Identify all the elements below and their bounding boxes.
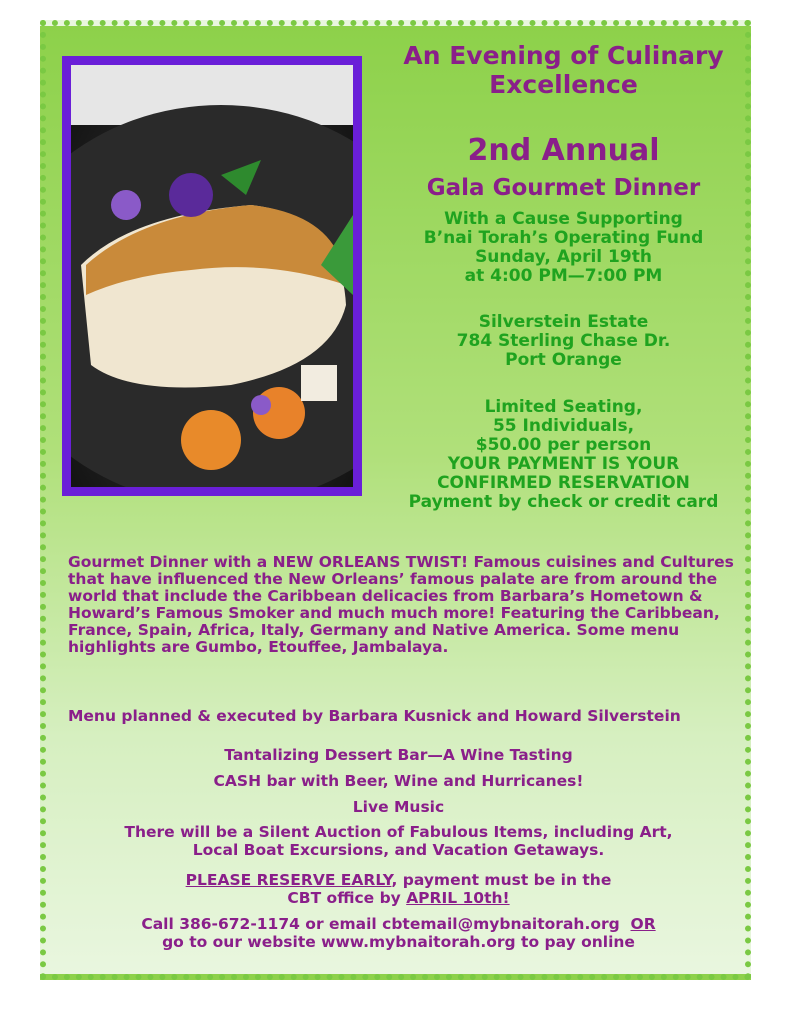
seating-line-1: Limited Seating,: [484, 397, 643, 417]
seating-block: [366, 398, 751, 512]
venue-block: [366, 313, 751, 370]
venue-street: 784 Sterling Chase Dr.: [456, 331, 671, 351]
reserve-block: [46, 871, 751, 907]
deadline: APRIL 10th!: [406, 889, 510, 907]
ticket-price: $50.00 per person: [475, 435, 652, 455]
event-date: Sunday, April 19th: [475, 247, 652, 267]
bar-line: CASH bar with Beer, Wine and Hurricanes!: [213, 772, 584, 790]
food-photo: [71, 65, 353, 487]
title-line-1: An Evening of Culinary: [403, 41, 724, 70]
or-text: OR: [630, 915, 656, 933]
dessert-line: Tantalizing Dessert Bar—A Wine Tasting: [224, 746, 573, 764]
auction-block: [46, 823, 751, 859]
event-title: [366, 41, 751, 99]
auction-line-1: There will be a Silent Auction of Fabulous Items, including Art,: [124, 823, 673, 841]
office-text: CBT office by: [287, 889, 407, 907]
event-subtitle: Gala Gourmet Dinner: [426, 175, 701, 201]
cause-line-2: B’nai Torah’s Operating Fund: [423, 228, 704, 248]
seating-line-2: 55 Individuals,: [492, 416, 635, 436]
venue-name: Silverstein Estate: [478, 312, 649, 332]
cause-block: [366, 210, 751, 286]
payment-note-2: CONFIRMED RESERVATION: [437, 473, 690, 493]
annual-heading: 2nd Annual: [467, 133, 660, 168]
cause-line-1: With a Cause Supporting: [444, 209, 683, 229]
event-description: Gourmet Dinner with a NEW ORLEANS TWIST! Famous cuisines and Cultures that have influenced the New Orleans’ famous palate are from around the world that include the Caribbean delicacies from Barbara’s Hometown & Howard’s Famous Smoker and much much more! Featuring the Caribbean, France, Spain, Africa, Italy, Germany and Native America. Some menu highlights are Gumbo, Etouffee, Jambalaya.: [68, 553, 734, 656]
music-line: Live Music: [352, 798, 445, 816]
venue-city: Port Orange: [505, 350, 622, 370]
event-time: at 4:00 PM—7:00 PM: [464, 266, 663, 286]
contact-block: [46, 915, 751, 951]
payment-methods: Payment by check or credit card: [408, 492, 719, 512]
auction-line-2: Local Boat Excursions, and Vacation Getaways.: [192, 841, 605, 859]
food-photo-frame: [62, 56, 362, 496]
title-line-2: Excellence: [489, 70, 638, 99]
flyer-frame: [40, 20, 751, 980]
plated-fish-illustration: [71, 65, 353, 487]
website-line[interactable]: go to our website www.mybnaitorah.org to pay online: [162, 933, 635, 951]
reserve-early: PLEASE RESERVE EARLY: [185, 871, 392, 889]
contact-line[interactable]: Call 386-672-1174 or email cbtemail@mybnaitorah.org: [141, 915, 620, 933]
chefs-credit: Menu planned & executed by Barbara Kusnick and Howard Silverstein: [68, 707, 681, 725]
payment-note-1: YOUR PAYMENT IS YOUR: [447, 454, 680, 474]
reserve-text: , payment must be in the: [391, 871, 612, 889]
